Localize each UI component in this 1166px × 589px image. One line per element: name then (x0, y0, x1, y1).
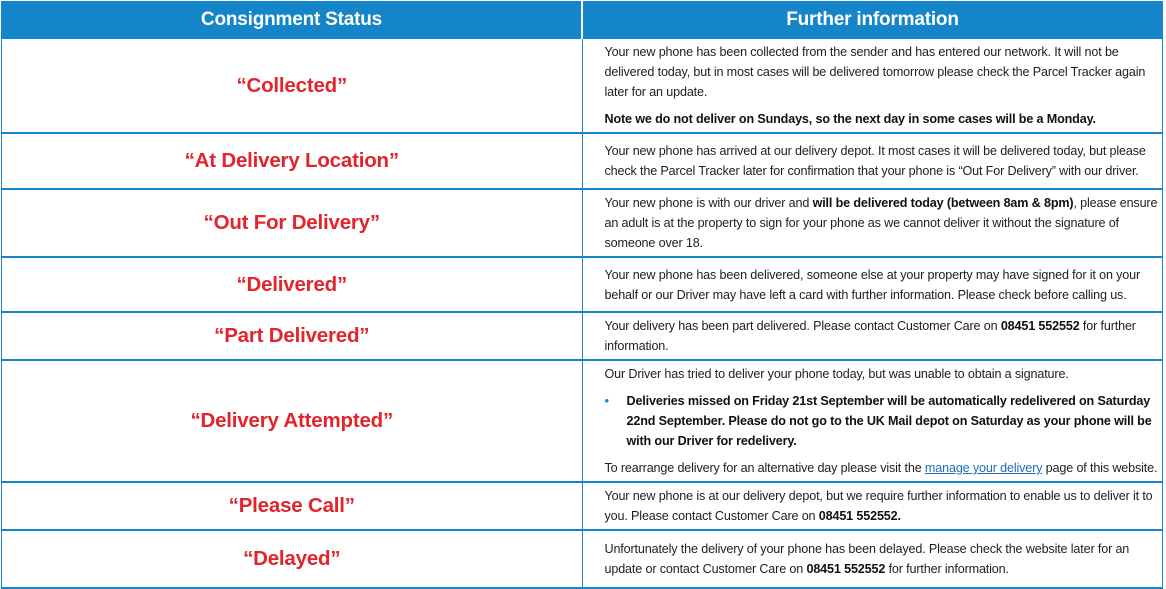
bullet-text: Deliveries missed on Friday 21st September will be automatically redelivered on Saturday 22nd September. Please do not go to the UK Mail depot on Saturday as your phone will be with our Driver for redelivery. (626, 394, 1152, 448)
header-consignment-status: Consignment Status (2, 2, 583, 39)
info-text: Our Driver has tried to deliver your phone today, but was unable to obtain a signature. (604, 367, 1069, 381)
phone-number: 08451 552552 (1000, 319, 1080, 333)
info-text-a: Your new phone is with our driver and (604, 196, 813, 210)
table-row-delayed (2, 530, 1163, 588)
info-text: Your new phone has been collected from the sender and has entered our network. It will not be delivered today, but in most cases will be delivered tomorrow please check the Parcel Tracker again later for an update. (604, 45, 1146, 99)
info-text-b: , please ensure an adult is at the property to sign for your phone as we cannot deliver it without the signature of someone over 18. (604, 196, 1158, 250)
consignment-status-table (1, 1, 1163, 589)
table-row-please-call (2, 482, 1163, 530)
info-text (605, 193, 1163, 253)
status-delayed: “Delayed” (2, 530, 583, 588)
table-header-row (2, 2, 1163, 39)
info-please-call (582, 482, 1163, 530)
bullet-dot-icon: • (604, 393, 609, 408)
table-row-part-delivered (2, 312, 1163, 360)
manage-your-delivery-link[interactable]: manage your delivery (924, 461, 1043, 475)
status-collected: “Collected” (2, 39, 583, 134)
status-at-delivery-location: “At Delivery Location” (2, 133, 583, 189)
table-row-delivered (2, 257, 1163, 312)
info-text-b: page of this website. (1042, 461, 1158, 475)
info-delivery-attempted (582, 360, 1163, 482)
info-collected (582, 39, 1163, 134)
info-text: Your new phone has been delivered, someone else at your property may have signed for it on your behalf or our Driver may have left a card with further information. Please check before calling us. (604, 267, 1141, 302)
info-text-b: for further information. (885, 562, 1009, 576)
info-text-a: Unfortunately the delivery of your phone has been delayed. Please check the website later for an update or contact Customer Care on (604, 542, 1130, 576)
info-delivered (582, 257, 1163, 312)
info-text-bold: will be delivered today (between 8am & 8pm) (812, 196, 1074, 210)
status-part-delivered: “Part Delivered” (2, 312, 583, 360)
info-rearrange (605, 458, 1163, 478)
info-note (605, 109, 1163, 129)
phone-number: 08451 552552 (806, 562, 886, 576)
info-text-b: for further information. (604, 319, 1136, 353)
info-text (605, 316, 1163, 356)
table-row-at-delivery-location (2, 133, 1163, 189)
info-text: Your new phone has arrived at our delivery depot. It most cases it will be delivered today, but please check the Parcel Tracker later for confirmation that your phone is “Out For Delivery” with our driver. (604, 144, 1146, 178)
status-out-for-delivery: “Out For Delivery” (2, 189, 583, 257)
info-text (605, 539, 1163, 579)
info-note-bold: Note we do not deliver on Sundays, so the next day in some cases will be a Monday. (604, 112, 1096, 126)
table-row-collected (2, 39, 1163, 134)
phone-number: 08451 552552. (818, 509, 901, 523)
bullet-item (605, 391, 1163, 451)
status-delivered: “Delivered” (2, 257, 583, 312)
info-text-a: Your new phone is at our delivery depot, but we require further information to enable us to deliver it to you. Please contact Customer Care on (604, 489, 1153, 523)
info-text (605, 486, 1163, 526)
info-text-a: To rearrange delivery for an alternative day please visit the (604, 461, 925, 475)
info-out-for-delivery (582, 189, 1163, 257)
status-delivery-attempted: “Delivery Attempted” (2, 360, 583, 482)
info-part-delivered (582, 312, 1163, 360)
table-row-out-for-delivery (2, 189, 1163, 257)
header-further-information: Further information (582, 2, 1163, 39)
info-text-a: Your delivery has been part delivered. Please contact Customer Care on (604, 319, 1001, 333)
table-row-delivery-attempted (2, 360, 1163, 482)
info-delayed (582, 530, 1163, 588)
status-please-call: “Please Call” (2, 482, 583, 530)
info-at-delivery-location (582, 133, 1163, 189)
